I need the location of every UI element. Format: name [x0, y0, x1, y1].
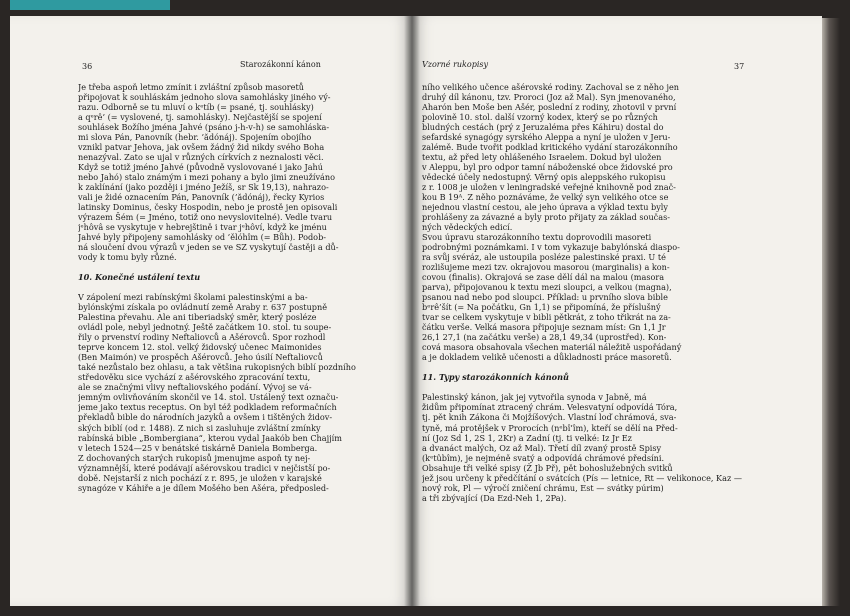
text-line: řily o prvenství rodiny Neftaliovců a Ašérovců. Spor rozhodl: [78, 332, 326, 343]
text-line: synagóze v Káhiře a je dílem Mošého ben Ašéra, předposled-: [78, 482, 329, 493]
text-line: významnější, které podávají ašérovskou tradici v nejčistší po-: [78, 462, 331, 473]
running-head-left: Starozákonní kánon: [240, 60, 321, 69]
text-line: razu. Odborně se tu mluví o kᵉtíb (= psané, tj. souhlásky): [78, 102, 314, 113]
text-line: a je dokladem velikě učenosti a důkladnosti práce masoretů.: [422, 352, 672, 363]
text-line: ná sloučení dvou výrazů v jeden se ve SZ vyskytují častěji a dů-: [78, 242, 339, 253]
page-number-left: 36: [82, 62, 93, 71]
text-line: kou B 19ᴬ. Z něho poznáváme, že velký syn velikého otce se: [422, 192, 669, 203]
text-line: ra svůj svéráz, ale ustoupila posléze palestinské praxi. U té: [422, 252, 666, 263]
left-page: [10, 16, 412, 606]
left-page-text: [78, 82, 394, 493]
text-line: ských biblí (od r. 1488). Z nich si zasluhuje zvláštní zmínky: [78, 422, 321, 433]
text-line: ní (Joz Sd 1, 2S 1, 2Kr) a Zadní (tj. ti velké: Iz Jr Ez: [422, 432, 632, 443]
paragraph-gap: [78, 282, 394, 292]
text-line: Jahvé byly připojeny samohlásky od ’ělóhîm (= Bůh). Podob-: [78, 232, 327, 243]
text-line: bylónskými získala po ovládnutí země Araby r. 637 postupně: [78, 302, 328, 313]
text-line: Z dochovaných starých rukopisů jmenujme aspoň ty nej-: [78, 452, 311, 463]
text-line: a qᵉrê’ (= vyslovené, tj. samohlásky). Nejčastější se spojení: [78, 112, 322, 123]
text-line: nejednou vlastní cestou, ale jeho úprava a výklad textu byly: [422, 202, 668, 213]
text-line: souhlásek Božího jména Jahvé (psáno j-h-v-h) se samohláska-: [78, 122, 330, 133]
text-line: Palestina převahu. Ale ani tiberiadský směr, který posléze: [78, 312, 317, 323]
text-line: ných vědeckých edicí.: [422, 222, 513, 233]
text-line: jež jsou určeny k předčítání o svátcích (Pís — letnice, Rt — velikonoce, Kaz —: [422, 472, 742, 483]
text-line: V zápolení mezi rabínskými školami palestinskými a ba-: [78, 292, 308, 303]
text-line: nový rok, Pl — výročí zničení chrámu, Est — svátky púrim): [422, 482, 664, 493]
text-line: v Aleppu, byl pro odpor tamní náboženské obce židovské pro: [422, 162, 673, 173]
text-line: vznikl patvar Jehova, jak ovšem žádný žid nikdy svého Boha: [78, 142, 325, 153]
text-line: latinsky Dominus, česky Hospodin, nebo je prostě jen opisovali: [78, 202, 338, 213]
text-line: podrobnými poznámkami. I v tom vykazuje babylónská diaspo-: [422, 242, 680, 253]
text-line: překladů bible do národních jazyků a ovšem i tištěných židov-: [78, 412, 333, 423]
text-line: židům připomínat ztracený chrám. Velesvatyní odpovídá Tóra,: [422, 402, 678, 413]
text-line: vali je židé oznacením Pán, Panovník (’ădónáj), řecky Kyrios: [78, 192, 325, 203]
text-line: rozlišujeme mezi tzv. okrajovou masorou (marginalis) a kon-: [422, 262, 670, 273]
text-line: zalémě. Bude tvořit podklad kritického vydání starozákonního: [422, 142, 678, 153]
text-line: vody k tomu byly různé.: [78, 252, 177, 263]
text-line: sefardské synagógy syrského Aleppa a nyní je uložen v Jeru-: [422, 132, 671, 143]
text-line: vědecké účely nedostupný. Věrný opis aleppského rukopisu: [422, 172, 666, 183]
section-heading: 11. Typy starozákonních kánonů: [422, 372, 569, 383]
text-line: také nezůstalo bez ohlasu, a tak většina rukopisných biblí pozdního: [78, 362, 356, 373]
text-line: jeme jako textus receptus. On byl též podkladem reformačních: [78, 402, 337, 413]
text-line: rabínská bible „Bombergiana“, kterou vydal Jaakób ben Chajjím: [78, 432, 342, 443]
text-line: v letech 1524—25 v benátské tiskárně Daniela Bomberga.: [78, 442, 318, 453]
text-line: bludných cestách (prý z Jeruzaléma přes Káhiru) dostal do: [422, 122, 664, 133]
running-head-right: Vzorné rukopisy: [422, 60, 489, 69]
book-spine: [404, 16, 420, 606]
text-line: k zaklínání (jako později i jméno Ježíš, sr Sk 19,13), nahrazo-: [78, 182, 329, 193]
text-line: ale se značnými vlivy neftaliovského podání. Vývoj se vá-: [78, 382, 312, 393]
text-line: tj. pět knih Zákona či Mojžíšových. Vlastní loď chrámová, sva-: [422, 412, 677, 423]
text-line: čátku verše. Velká masora připojuje seznam míst: Gn 1,1 Jr: [422, 322, 666, 333]
text-line: tvar se celkem vyskytuje v bibli pětkrát, z toho třikrát na za-: [422, 312, 671, 323]
text-line: cová masora obsahovala všechen materiál náležitě uspořádaný: [422, 342, 682, 353]
open-book: [0, 6, 850, 610]
text-line: covou (finalis). Okrajová se zase dělí dál na malou (masora: [422, 272, 665, 283]
text-line: prohlášeny za závazné a byly proto přijaty za základ součas-: [422, 212, 670, 223]
text-line: jᵉhôvâ se vyskytuje v hebrejštině i tvar jᵉhôví, když ke jménu: [78, 222, 327, 233]
text-line: 26,1 27,1 (na začátku verše) a 28,1 49,34 (uprostřed). Kon-: [422, 332, 667, 343]
text-line: parva), připojovanou k textu mezi sloupci, a velkou (magna),: [422, 282, 672, 293]
text-line: výrazem Šém (= Jméno, totiž ono nevyslovitelné). Vedle tvaru: [78, 212, 333, 223]
text-line: ovládl pole, nebyl jednotný. Ještě začátkem 10. stol. tu soupe-: [78, 322, 332, 333]
text-line: jemným ovlivňováním skončil ve 14. stol. Ustálený text označu-: [78, 392, 339, 403]
right-page: [412, 16, 822, 606]
text-line: (Ben Maimón) ve prospěch Ašérovců. Jeho úsilí Neftaliovců: [78, 352, 323, 363]
text-line: Aharón ben Moše ben Ašér, poslední z rodiny, zhotovil v první: [422, 102, 677, 113]
text-line: tyně, má protějšek v Prorocích (nᵉbî’îm), kteří se dělí na Před-: [422, 422, 678, 433]
text-line: nebo Jahó) stalo známým i mezi pohany a bylo jimi zneužíváno: [78, 172, 336, 183]
section-heading: 10. Konečné ustálení textu: [78, 272, 201, 283]
text-line: z r. 1008 je uložen v leningradské veřejné knihovně pod znač-: [422, 182, 676, 193]
text-line: psanou nad nebo pod sloupci. Příklad: u prvního slova bible: [422, 292, 668, 303]
text-line: středověku sice vychází z ašérovského zpracování textu,: [78, 372, 311, 383]
text-line: mi slova Pán, Panovník (hebr. ’ădónáj). Spojením obojího: [78, 132, 312, 143]
text-line: (kᵉtûbîm), je nejméně svatý a odpovídá chrámové předsíni.: [422, 452, 665, 463]
text-line: bᵉrê’šít (= Na počátku, Gn 1,1) se připomíná, že příslušný: [422, 302, 661, 313]
text-line: připojovat k souhláskám jednoho slova samohlásky jiného vý-: [78, 92, 331, 103]
page-edges: [822, 18, 840, 606]
text-line: teprve koncem 12. stol. velký židovský učenec Maimonides: [78, 342, 322, 353]
text-line: nenazýval. Zato se ujal v různých církvích z neznalosti věci.: [78, 152, 324, 163]
paragraph-gap: [422, 362, 772, 372]
text-line: Je třeba aspoň letmo zmínit i zvláštní způsob masoretů: [78, 82, 304, 92]
text-line: textu, až před lety ohlášeného Israelem. Dokud byl uložen: [422, 152, 662, 163]
paragraph-gap: [78, 262, 394, 272]
text-line: Obsahuje tři velké spisy (Ž Jb Př), pět bohoslužebných svitků: [422, 462, 673, 473]
text-line: Svou úpravu starozákonního textu doprovodili masoreti: [422, 232, 652, 243]
text-line: době. Nejstarší z nich pochází z r. 895, je uložen v karajské: [78, 472, 322, 483]
text-line: a tři zbývající (Da Ezd-Neh 1, 2Pa).: [422, 492, 567, 503]
text-line: a dvanáct malých, Oz až Mal). Třetí díl zvaný prostě Spisy: [422, 442, 662, 453]
text-line: polovině 10. stol. další vzorný kodex, který se po různých: [422, 112, 658, 123]
text-line: Když se totiž jméno Jahvé (původně vyslovované i jako Jahú: [78, 162, 324, 173]
page-number-right: 37: [734, 62, 745, 71]
text-line: ního velikého učence ašérovské rodiny. Zachoval se z něho jen: [422, 82, 680, 92]
paragraph-gap: [422, 382, 772, 392]
text-line: druhý díl kánonu, tzv. Proroci (Joz až Mal). Syn jmenovaného,: [422, 92, 676, 103]
text-line: Palestinský kánon, jak jej vytvořila synoda v Jabně, má: [422, 392, 647, 403]
right-page-text: [422, 82, 772, 503]
